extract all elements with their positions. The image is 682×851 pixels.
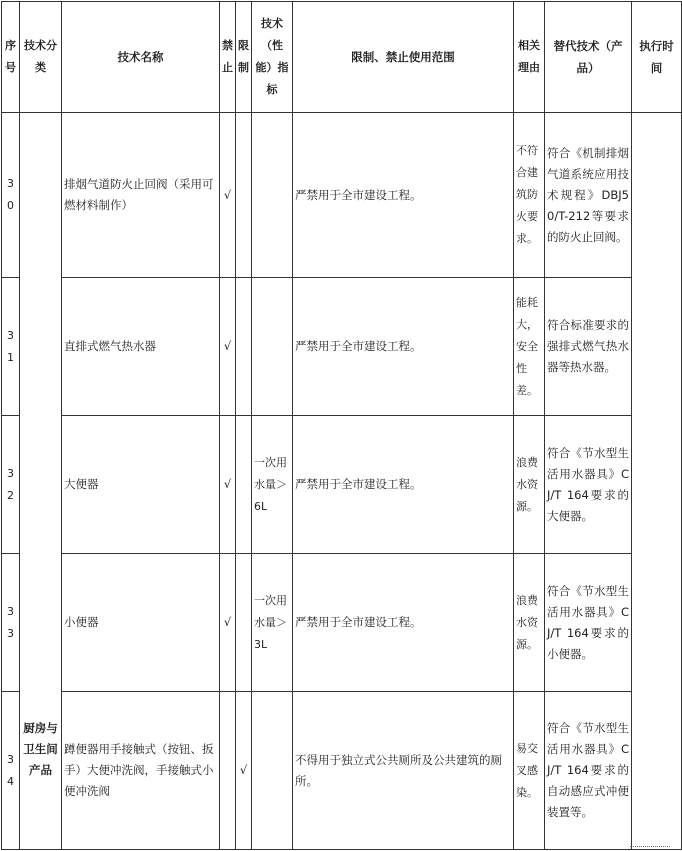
row-indicator: 一次用水量＞3L [252, 554, 293, 692]
row-alternative: 符合标准要求的强排式燃气热水器等热水器。 [545, 278, 632, 416]
row-reason: 不符合建筑防火要求。 [514, 113, 545, 278]
row-limit [236, 113, 252, 278]
row-limit: √ [236, 692, 252, 850]
table-row [2, 692, 682, 850]
row-no: 30 [2, 113, 20, 278]
row-no: 33 [2, 554, 20, 692]
row-reason: 易交叉感染。 [514, 692, 545, 850]
table-row [2, 416, 682, 554]
row-limit [236, 416, 252, 554]
row-alternative: 符合《机制排烟气道系统应用技术规程》DBJ50/T-212等要求的防火止回阀。 [545, 113, 632, 278]
row-name: 大便器 [62, 416, 220, 554]
header-category: 技术分类 [20, 2, 62, 113]
row-alternative: 符合《节水型生活用水器具》CJ/T 164要求的小便器。 [545, 554, 632, 692]
row-reason: 浪费水资源。 [514, 416, 545, 554]
row-no: 34 [2, 692, 20, 850]
header-alternative: 替代技术（产品） [545, 2, 632, 113]
row-scope: 严禁用于全市建设工程。 [293, 554, 514, 692]
row-ban [220, 692, 236, 850]
header-name: 技术名称 [62, 2, 220, 113]
row-scope: 严禁用于全市建设工程。 [293, 278, 514, 416]
row-reason: 浪费水资源。 [514, 554, 545, 692]
header-limit: 限制 [236, 2, 252, 113]
exec-time-fragment [630, 846, 670, 850]
row-ban: √ [220, 278, 236, 416]
header-exec-time: 执行时间 [632, 2, 682, 113]
header-scope: 限制、禁止使用范围 [293, 2, 514, 113]
row-indicator [252, 692, 293, 850]
row-name: 排烟气道防火止回阀（采用可燃材料制作） [62, 113, 220, 278]
header-reason: 相关理由 [514, 2, 545, 113]
header-indicator: 技术（性能）指标 [252, 2, 293, 113]
row-scope: 不得用于独立式公共厕所及公共建筑的厕所。 [293, 692, 514, 850]
row-name: 蹲便器用手接触式（按钮、扳手）大便冲洗阀，手接触式小便冲洗阀 [62, 692, 220, 850]
row-no: 31 [2, 278, 20, 416]
row-scope: 严禁用于全市建设工程。 [293, 113, 514, 278]
row-alternative: 符合《节水型生活用水器具》CJ/T 164要求的自动感应式冲便装置等。 [545, 692, 632, 850]
header-row [2, 2, 682, 113]
row-indicator [252, 278, 293, 416]
row-indicator: 一次用水量＞6L [252, 416, 293, 554]
table-row [2, 278, 682, 416]
row-limit [236, 554, 252, 692]
table-row [2, 554, 682, 692]
row-alternative: 符合《节水型生活用水器具》CJ/T 164要求的大便器。 [545, 416, 632, 554]
row-no: 32 [2, 416, 20, 554]
row-name: 小便器 [62, 554, 220, 692]
exec-time-cell [632, 113, 682, 850]
row-indicator [252, 113, 293, 278]
table-row [2, 113, 682, 278]
header-ban: 禁止 [220, 2, 236, 113]
category-label: 厨房与卫生间产品 [23, 721, 58, 777]
category-cell [20, 113, 62, 850]
row-ban: √ [220, 554, 236, 692]
row-limit [236, 278, 252, 416]
row-reason: 能耗大，安全性差。 [514, 278, 545, 416]
header-no: 序号 [2, 2, 20, 113]
restriction-table [1, 1, 682, 850]
row-ban: √ [220, 113, 236, 278]
row-name: 直排式燃气热水器 [62, 278, 220, 416]
row-scope: 严禁用于全市建设工程。 [293, 416, 514, 554]
row-ban: √ [220, 416, 236, 554]
